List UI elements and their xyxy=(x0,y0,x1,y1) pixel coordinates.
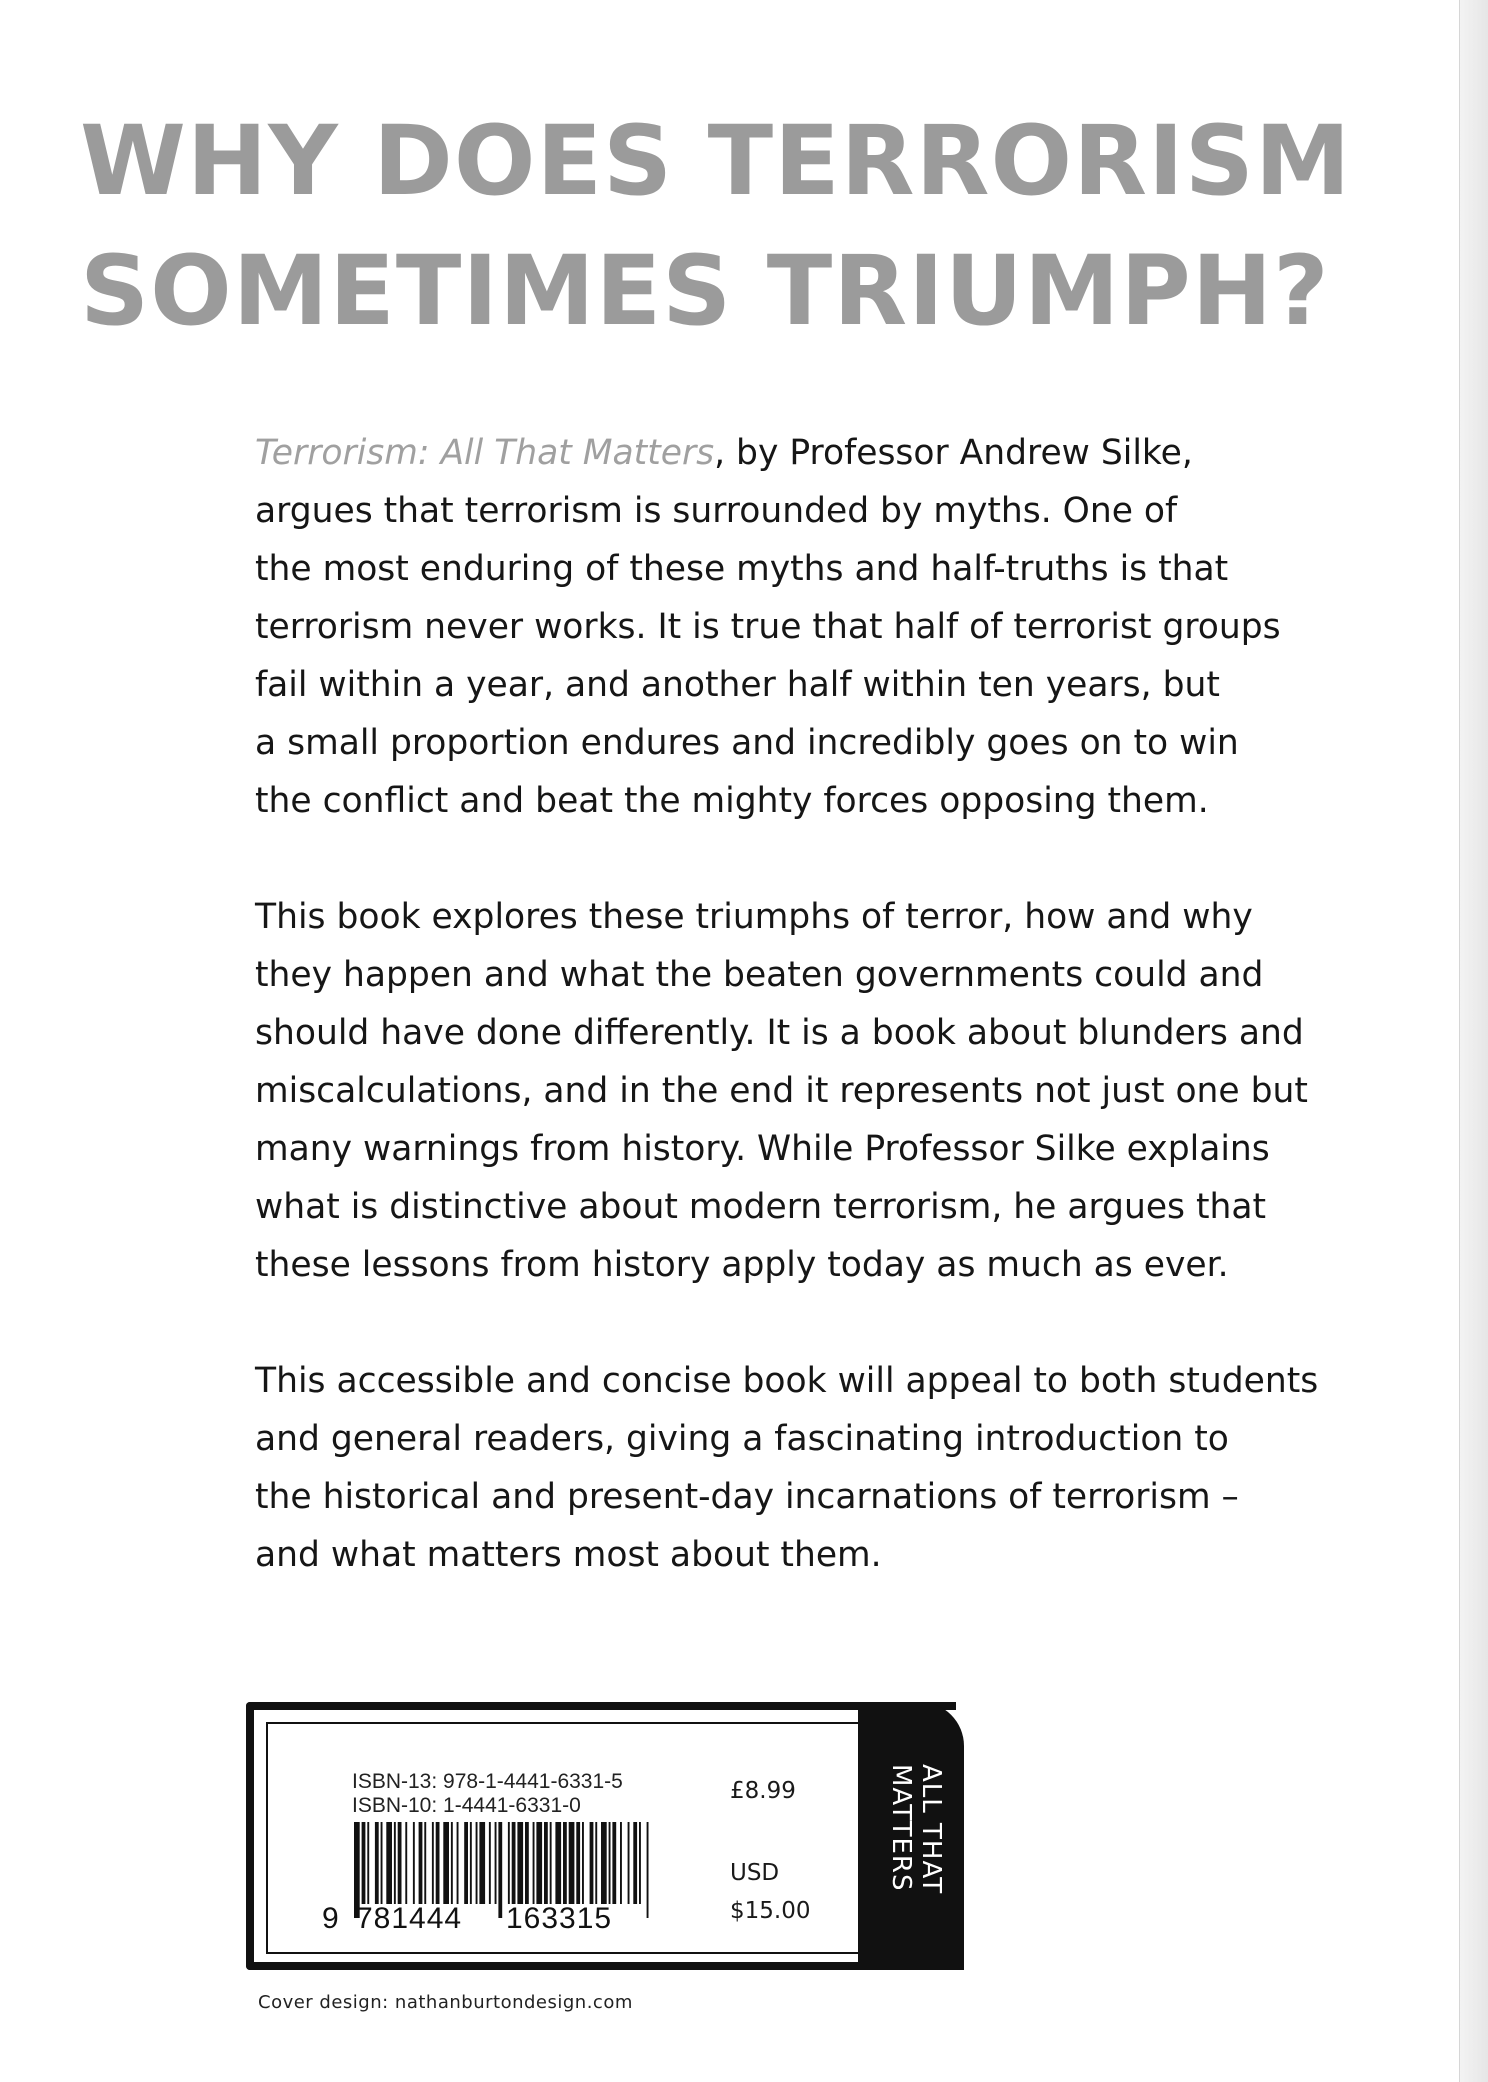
paragraph-1-line-3: the most enduring of these myths and half-truths is that xyxy=(255,549,1229,589)
series-line-1: ALL THAT xyxy=(916,1764,946,1895)
barcode-bar xyxy=(386,1822,392,1904)
barcode-bar xyxy=(569,1822,575,1904)
paragraph-1-line-4: terrorism never works. It is true that half of terrorist groups xyxy=(255,607,1281,647)
barcode-bar xyxy=(436,1822,440,1904)
barcode-box xyxy=(266,1722,860,1954)
paragraph-3-line-2: and general readers, giving a fascinating introduction to xyxy=(255,1419,1229,1459)
paragraph-3-line-4: and what matters most about them. xyxy=(255,1535,882,1575)
barcode-bar xyxy=(405,1822,407,1904)
isbn-13: ISBN-13: 978-1-4441-6331-5 xyxy=(352,1770,623,1793)
barcode-bar xyxy=(419,1822,423,1904)
barcode-bar xyxy=(536,1822,542,1904)
paragraph-1 xyxy=(255,424,1335,830)
price-gbp: £8.99 xyxy=(730,1778,796,1804)
page-edge xyxy=(1459,0,1488,2082)
headline-line-1: WHY DOES TERRORISM xyxy=(80,105,1352,217)
paragraph-1-line-1-rest: , by Professor Andrew Silke, xyxy=(714,433,1193,473)
barcode-bar xyxy=(633,1822,637,1904)
barcode-bar xyxy=(476,1822,478,1904)
paragraph-2-line-5: many warnings from history. While Professor Silke explains xyxy=(255,1129,1270,1169)
price-usd-label: USD xyxy=(730,1860,780,1886)
barcode-bar xyxy=(582,1822,584,1904)
barcode-bar xyxy=(595,1822,597,1904)
paragraph-3-line-1: This accessible and concise book will appeal to both students xyxy=(255,1361,1319,1401)
barcode-bar xyxy=(470,1822,472,1904)
paragraph-3-line-3: the historical and present-day incarnations of terrorism – xyxy=(255,1477,1239,1517)
isbn-10: ISBN-10: 1-4441-6331-0 xyxy=(352,1794,581,1817)
barcode-bar xyxy=(612,1822,616,1904)
barcode-bar xyxy=(576,1822,580,1904)
barcode-bar xyxy=(413,1822,415,1904)
barcode-bar xyxy=(620,1822,622,1904)
barcode-bar xyxy=(601,1822,607,1904)
paragraph-1-line-5: fail within a year, and another half within ten years, but xyxy=(255,665,1220,705)
book-title: Terrorism: All That Matters xyxy=(255,433,715,473)
barcode-bar xyxy=(381,1822,383,1904)
paragraph-2-line-2: they happen and what the beaten governments could and xyxy=(255,955,1264,995)
barcode-digit-first: 9 xyxy=(322,1902,339,1935)
series-line-2: MATTERS xyxy=(886,1764,916,1892)
paragraph-1-line-1 xyxy=(255,424,1335,482)
paragraph-2-line-4: miscalculations, and in the end it represents not just one but xyxy=(255,1071,1308,1111)
blurb xyxy=(255,424,1335,1642)
paragraph-2-line-1: This book explores these triumphs of terror, how and why xyxy=(255,897,1253,937)
headline-line-2: SOMETIMES TRIUMPH? xyxy=(80,235,1330,347)
barcode-bar xyxy=(533,1822,535,1904)
series-tab xyxy=(858,1702,964,1970)
barcode-panel xyxy=(246,1702,956,1970)
paragraph-1-line-2: argues that terrorism is surrounded by myths. One of xyxy=(255,491,1178,531)
barcode-bar xyxy=(544,1822,548,1904)
headline xyxy=(80,96,1351,356)
barcode-bar xyxy=(479,1822,485,1904)
cover-design-credit: Cover design: nathanburtondesign.com xyxy=(258,1992,633,2013)
barcode-bar xyxy=(628,1822,630,1904)
barcode-digits-right: 163315 xyxy=(506,1902,613,1935)
barcode-bar xyxy=(443,1822,449,1904)
barcode-bar xyxy=(555,1822,561,1904)
series-name xyxy=(886,1764,946,1894)
barcode-bar xyxy=(525,1822,529,1904)
barcode-bar xyxy=(550,1822,552,1904)
paragraph-3 xyxy=(255,1352,1335,1584)
barcode-bar xyxy=(432,1822,434,1904)
barcode-bar xyxy=(394,1822,396,1904)
barcode-bar xyxy=(375,1822,379,1904)
paragraph-1-line-6: a small proportion endures and incredibly goes on to win xyxy=(255,723,1239,763)
barcode-bar xyxy=(398,1822,402,1904)
price-usd: $15.00 xyxy=(730,1898,811,1924)
paragraph-2 xyxy=(255,888,1335,1294)
barcode-bar xyxy=(517,1822,523,1904)
barcode-bar xyxy=(647,1822,649,1918)
barcode-digits-left: 781444 xyxy=(356,1902,463,1935)
barcode-bar xyxy=(508,1822,510,1904)
barcode-bar xyxy=(362,1822,366,1904)
barcode-bar xyxy=(498,1822,502,1918)
paragraph-2-line-7: these lessons from history apply today as much as ever. xyxy=(255,1245,1229,1285)
barcode-bar xyxy=(639,1822,641,1904)
barcode-bar xyxy=(590,1822,594,1904)
barcode-bar xyxy=(512,1822,516,1904)
barcode-bar xyxy=(609,1822,611,1904)
isbn-numbers xyxy=(352,1770,623,1818)
paragraph-1-line-7: the conflict and beat the mighty forces opposing them. xyxy=(255,781,1209,821)
barcode-bar xyxy=(489,1822,491,1904)
barcode-bar xyxy=(424,1822,426,1904)
barcode-bar xyxy=(457,1822,459,1904)
barcode-bar xyxy=(451,1822,453,1904)
paragraph-2-line-3: should have done differently. It is a book about blunders and xyxy=(255,1013,1304,1053)
barcode-bar xyxy=(464,1822,468,1904)
paragraph-2-line-6: what is distinctive about modern terrorism, he argues that xyxy=(255,1187,1267,1227)
barcode-bar xyxy=(367,1822,369,1904)
barcode-bar xyxy=(495,1822,497,1904)
barcode-bar xyxy=(563,1822,567,1904)
